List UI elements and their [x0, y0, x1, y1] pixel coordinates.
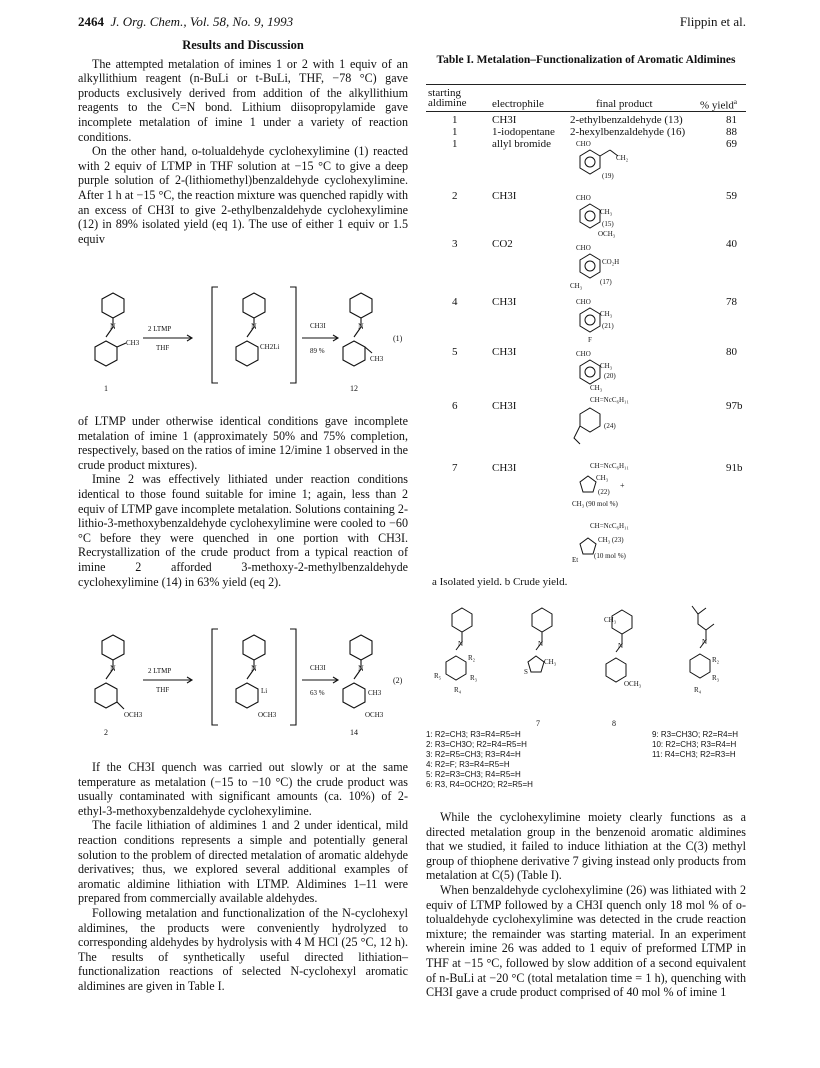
table-cell-sm: 6 [452, 400, 458, 412]
svg-text:(21): (21) [602, 322, 614, 330]
legend-line: 5: R2=R3=CH3; R4=R5=H [426, 770, 521, 779]
table-cell-electrophile: CH3I [492, 296, 517, 308]
table-cell-electrophile: CH3I [492, 190, 517, 202]
table-cell-electrophile: CH3I [492, 114, 517, 126]
authors: Flippin et al. [679, 14, 746, 29]
legend-line: 9: R3=CH3O; R2=R4=H [652, 730, 739, 739]
table-cell-yield: 59 [726, 190, 737, 202]
svg-text:Et: Et [572, 556, 579, 564]
left-column-top [78, 38, 408, 246]
table-cell-electrophile: CH3I [492, 400, 517, 412]
svg-text:R₂: R₂ [712, 656, 720, 664]
table-cell-yield: 81 [726, 114, 737, 126]
svg-text:N: N [702, 638, 708, 646]
svg-text:CHO: CHO [576, 298, 591, 306]
reagent: CH3I [310, 664, 326, 672]
svg-text:CHO: CHO [576, 244, 591, 252]
journal-name: J. Org. Chem., [110, 14, 187, 29]
yield: 63 % [310, 689, 325, 697]
svg-text:CH=NcC₆H₁₁: CH=NcC₆H₁₁ [590, 396, 629, 404]
table-cell-electrophile: 1-iodopentane [492, 126, 555, 138]
svg-text:CO₂H: CO₂H [602, 258, 620, 266]
compound-number: 12 [350, 384, 358, 393]
svg-text:F: F [588, 336, 592, 344]
svg-text:CH=NcC₆H₁₁: CH=NcC₆H₁₁ [590, 462, 629, 470]
compound-number: (19) [602, 172, 614, 180]
compound-number: 1 [104, 384, 108, 393]
running-header [78, 14, 746, 32]
reagent: 2 LTMP [148, 325, 172, 333]
svg-text:N: N [618, 642, 624, 650]
substituent: OCH3 [124, 711, 143, 719]
svg-text:(20): (20) [604, 372, 616, 380]
svg-text:(15): (15) [602, 220, 614, 228]
svg-text:R₄: R₄ [454, 686, 462, 694]
svg-text:(10 mol %): (10 mol %) [594, 552, 626, 560]
svg-text:R₂: R₂ [468, 654, 476, 662]
svg-text:+: + [620, 481, 625, 490]
svg-text:CH₃ (23): CH₃ (23) [598, 536, 624, 544]
legend-line: 2: R3=CH3O; R2=R4=R5=H [426, 740, 527, 749]
svg-text:N: N [358, 664, 364, 673]
table-cell-sm: 4 [452, 296, 458, 308]
table-cell-yield: 69 [726, 138, 737, 150]
paragraph: When benzaldehyde cyclohexylimine (26) was lithiated with 2 equiv of LTMP followed by a CH3I quench only 18 mol % of o-tolualdehyde cyclohexylimine was detected in the crude reaction mixture; the remainder was starting material. In an experiment wherein imine 26 was added to 1 equiv of preformed LTMP in THF at −15 °C, followed by slow addition of a second equivalent of n-BuLi at −20 °C (total metalation time = 1 h), quenching with CH3I gave a crude product comprised of 40 mol % of imine 1 [426, 882, 746, 1000]
svg-text:CH₃: CH₃ [570, 282, 583, 290]
svg-text:OCH₃: OCH₃ [624, 680, 642, 688]
table-cell-yield: 40 [726, 238, 737, 250]
paragraph: The facile lithiation of aldimines 1 and 2 under identical, mild reaction conditions represents a simple and potentially general solution to the problem of directed metalation of aromatic aldehyde derivatives; thus, we explored several additional examples of aromatic aldimine lithiation with LTMP. Aldimines 1–11 were prepared from commercially available aldehydes. [78, 818, 408, 906]
equation-2-scheme [80, 625, 410, 743]
paragraph: of LTMP under otherwise identical conditions gave incomplete metalation of imine 1 (approximately 50% and 75% completion, respectively, based on the ratios of imine 12/imine 1 observed in the crude product mixtures). [78, 414, 408, 472]
paragraph: While the cyclohexylimine moiety clearly functions as a directed metalation group in the benzenoid aromatic aldimines that we studied, it failed to induce lithiation at the C(3) methyl group of thiophene derivative 7 giving instead only products from metalation at C(5) (Table I). [426, 810, 746, 883]
section-heading: Results and Discussion [182, 38, 304, 52]
table-cell-sm: 3 [452, 238, 458, 250]
paragraph: On the other hand, o-tolualdehyde cyclohexylimine (1) reacted with 2 equiv of LTMP in THF solution at −15 °C to give a deep purple solution of 2-(lithiomethyl)benzaldehyde cyclohexylimine. After 1 h at −15 °C, the reaction mixture was quenched rapidly with an excess of CH3I to give 2-ethylbenzaldehyde cyclohexylimine (12) in 89% isolated yield (eq 1). The use of either 1 equiv or 1.5 equiv [78, 144, 408, 246]
journal-volume: Vol. 58, No. 9, 1993 [189, 14, 294, 29]
substituent: CH3 [370, 355, 384, 363]
table-cell-electrophile: CH3I [492, 346, 517, 358]
svg-text:CH₃: CH₃ [600, 208, 613, 216]
svg-text:N: N [251, 664, 257, 673]
svg-text:CHO: CHO [576, 350, 591, 358]
legend-line: 10: R2=CH3; R3=R4=H [652, 740, 737, 749]
paragraph: Imine 2 was effectively lithiated under reaction conditions identical to those found suitable for imine 1; again, less than 2 equiv of LTMP gave incomplete metalation. Solutions containing 2-lithio-3-methoxybenzaldehyde cyclohexylimine were cooled to −60 °C before they were quenched in one portion with CH3I. Recrystallization of the crude product from a typical reaction of imine 2 afforded 3-methoxy-2-methylbenzaldehyde cyclohexylimine (14) in 63% yield (eq 2). [78, 472, 408, 589]
table-cell-sm: 2 [452, 190, 458, 202]
table-cell-yield: 80 [726, 346, 737, 358]
table-footnote: a Isolated yield. b Crude yield. [432, 576, 568, 588]
table-cell-sm: 5 [452, 346, 458, 358]
substituent: OCH3 [258, 711, 277, 719]
svg-text:N: N [458, 640, 464, 648]
svg-text:N: N [538, 640, 544, 648]
paragraph: If the CH3I quench was carried out slowly or at the same temperature as metalation (−15 to −10 °C) the crude product was usually contaminated with significant amounts (ca. 10%) of 2-ethyl-3-methoxybenzaldehyde cyclohexylimine. [78, 760, 408, 818]
substituent: CH2Li [260, 343, 280, 351]
table-rule-top [426, 84, 746, 85]
solvent: THF [156, 686, 170, 694]
svg-text:(17): (17) [600, 278, 612, 286]
table-header: final product [596, 98, 653, 110]
svg-text:R₅: R₅ [434, 672, 442, 680]
table-cell-product: 2-hexylbenzaldehyde (16) [570, 126, 686, 138]
compound-legend-left [426, 730, 533, 790]
table-cell-yield: 97b [726, 400, 743, 412]
equation-number: (1) [393, 334, 403, 343]
paragraph: The attempted metalation of imines 1 or 2 with 1 equiv of an alkyllithium reagent (n-BuLi or t-BuLi, THF, −78 °C) gave products exclusively derived from addition of the alkyllithium reagents to the C=N bond. Lithium diisopropylamide gave incomplete metalation of imine 1 under a variety of reaction conditions. [78, 56, 408, 144]
equation-number: (2) [393, 676, 403, 685]
table-header: % yield$^a$ [700, 98, 738, 112]
table-cell-electrophile: CO2 [492, 238, 513, 250]
yield: 89 % [310, 347, 325, 355]
svg-text:CH₃: CH₃ [590, 384, 603, 392]
table-header: starting aldimine [428, 87, 467, 109]
svg-text:CH=NcC₆H₁₁: CH=NcC₆H₁₁ [590, 522, 629, 530]
table-caption: Table I. Metalation–Functionalization of Aromatic Aldimines [436, 54, 736, 66]
svg-text:N: N [358, 322, 364, 331]
compound-legend-right [652, 730, 738, 760]
reagent: CH3I [310, 322, 326, 330]
table-cell-yield: 88 [726, 126, 737, 138]
paragraph: Following metalation and functionalization of the N-cyclohexyl aldimines, the products were conveniently hydrolyzed to corresponding aldehydes by hydrolysis with 4 M HCl (25 °C, 12 h). The results of synthetically useful directed lithiation–functionalization reactions of selected N-cyclohexyl aromatic aldimines are given in Table I. [78, 905, 408, 993]
compound-number: 2 [104, 728, 108, 737]
svg-text:(24): (24) [604, 422, 616, 430]
table-structures [560, 138, 660, 568]
legend-line: 3: R2=R5=CH3; R3=R4=H [426, 750, 521, 759]
substituent: Li [261, 687, 268, 695]
svg-text:CHO: CHO [576, 140, 591, 148]
table-header: electrophile [492, 98, 544, 110]
left-column-bottom [78, 760, 408, 994]
compound-number: 8 [612, 719, 616, 728]
table-cell-sm: 1 [452, 126, 458, 138]
compound-structures [426, 600, 746, 730]
svg-text:OCH₃: OCH₃ [598, 230, 616, 238]
svg-text:CH₃ (90 mol %): CH₃ (90 mol %) [572, 500, 618, 508]
svg-text:N: N [110, 664, 116, 673]
right-column-text [426, 810, 746, 1000]
table-cell-yield: 78 [726, 296, 737, 308]
table-cell-yield: 91b [726, 462, 743, 474]
reagent: 2 LTMP [148, 667, 172, 675]
svg-text:CH₃: CH₃ [596, 474, 609, 482]
legend-line: 11: R4=CH3; R2=R3=H [652, 750, 736, 759]
page-number: 2464 [78, 14, 104, 29]
svg-text:R₃: R₃ [470, 674, 478, 682]
substituent: CH3 [126, 339, 140, 347]
legend-line: 1: R2=CH3; R3=R4=R5=H [426, 730, 521, 739]
svg-text:N: N [110, 322, 116, 331]
table-cell-product: 2-ethylbenzaldehyde (13) [570, 114, 683, 126]
table-cell-electrophile: CH3I [492, 462, 517, 474]
legend-line: 6: R3, R4=OCH2O; R2=R5=H [426, 780, 533, 789]
compound-number: 14 [350, 728, 358, 737]
compound-number: 7 [536, 719, 540, 728]
svg-text:R₄: R₄ [694, 686, 702, 694]
substituent: OCH3 [365, 711, 384, 719]
table-cell-sm: 1 [452, 114, 458, 126]
equation-1-scheme [80, 283, 410, 398]
svg-text:CH₃: CH₃ [600, 310, 613, 318]
left-column-middle [78, 414, 408, 589]
page-journal [78, 14, 293, 30]
table-rule-header [426, 111, 746, 112]
table-cell-sm: 7 [452, 462, 458, 474]
svg-text:(22): (22) [598, 488, 610, 496]
svg-text:N: N [251, 322, 257, 331]
legend-line: 4: R2=F; R3=R4=R5=H [426, 760, 510, 769]
svg-text:CH₂: CH₂ [616, 154, 629, 162]
table-cell-electrophile: allyl bromide [492, 138, 551, 150]
table-cell-sm: 1 [452, 138, 458, 150]
svg-text:CH₃: CH₃ [600, 362, 613, 370]
svg-text:CHO: CHO [576, 194, 591, 202]
substituent: CH3 [368, 689, 382, 697]
svg-text:R₃: R₃ [712, 674, 720, 682]
svg-text:CH₃: CH₃ [544, 658, 557, 666]
svg-text:CH₃: CH₃ [604, 616, 617, 624]
svg-text:S: S [524, 668, 528, 676]
solvent: THF [156, 344, 170, 352]
